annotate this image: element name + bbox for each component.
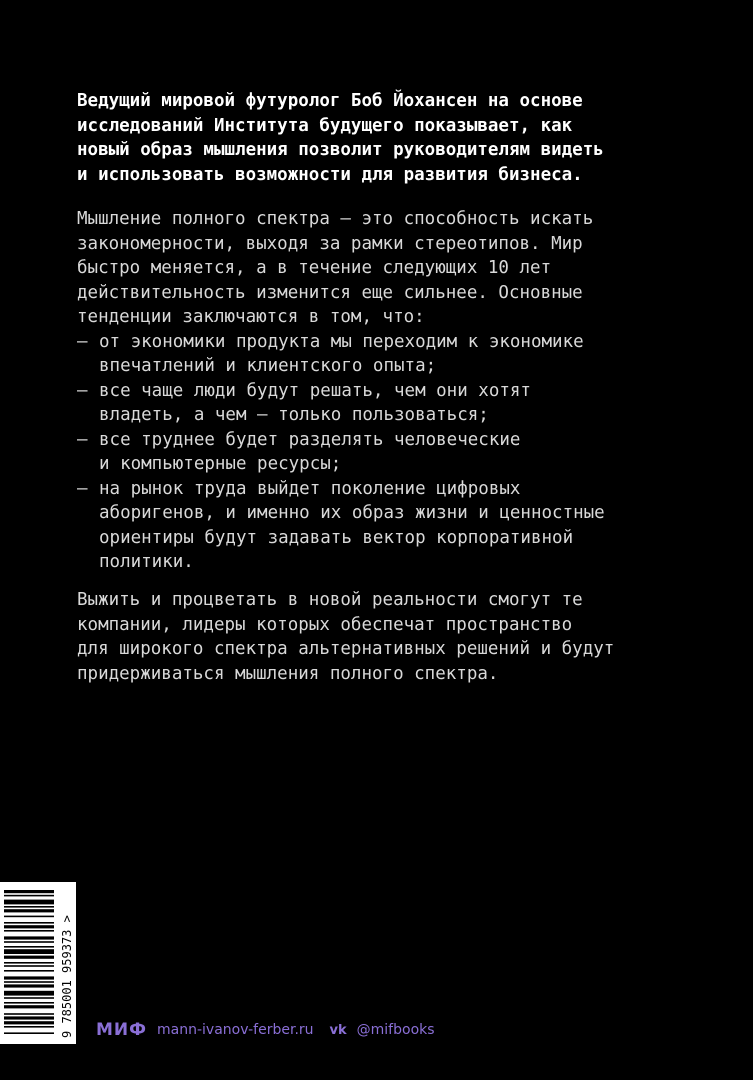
conclusion-line: Выжить и процветать в новой реальности смогут те xyxy=(77,590,583,610)
list-item xyxy=(77,477,717,575)
dash-marker: — xyxy=(77,429,88,450)
list-item-line: аборигенов, и именно их образ жизни и ценностные xyxy=(99,503,605,523)
trend-list xyxy=(77,330,717,575)
lead-paragraph xyxy=(77,89,717,187)
list-item-line: все труднее будет разделять человеческие xyxy=(99,429,521,450)
conclusion-line: придерживаться мышления полного спектра. xyxy=(77,663,499,684)
dash-marker: — xyxy=(77,331,88,352)
intro-line: тенденции заключаются в том, что: xyxy=(77,307,425,327)
vk-icon[interactable]: vk xyxy=(329,1022,347,1038)
dash-marker: — xyxy=(77,478,88,499)
website-link[interactable]: mann-ivanov-ferber.ru xyxy=(157,1022,314,1038)
barcode-digits xyxy=(58,888,76,1038)
list-item-line: и компьютерные ресурсы; xyxy=(99,454,342,474)
lead-line: Ведущий мировой футуролог Боб Йохансен на основе xyxy=(77,91,583,111)
list-item-line: политики. xyxy=(99,552,194,572)
conclusion-line: компании, лидеры которых обеспечат пространство xyxy=(77,614,573,635)
intro-line: Мышление полного спектра — это способность искать xyxy=(77,209,594,229)
list-item-line: владеть, а чем — только пользоваться; xyxy=(99,405,489,425)
list-item-line: все чаще люди будут решать, чем они хотят xyxy=(99,380,531,401)
conclusion-paragraph xyxy=(77,588,717,686)
intro-line: закономерности, выходя за рамки стереотипов. Мир xyxy=(77,233,583,254)
list-item xyxy=(77,379,717,428)
dash-marker: — xyxy=(77,380,88,401)
list-item-line: от экономики продукта мы переходим к экономике xyxy=(99,331,584,352)
list-item-line: на рынок труда выйдет поколение цифровых xyxy=(99,478,521,499)
lead-line: исследований Института будущего показывает, как xyxy=(77,115,573,136)
publisher-logo: МИФ xyxy=(96,1020,148,1040)
conclusion-line: для широкого спектра альтернативных решений и будут xyxy=(77,639,615,659)
intro-line: действительность изменится еще сильнее. Основные xyxy=(77,282,583,303)
list-item-line: ориентиры будут задавать вектор корпоративной xyxy=(99,527,574,548)
intro-line: быстро меняется, а в течение следующих 10 лет xyxy=(77,258,552,278)
list-item xyxy=(77,330,717,379)
list-item xyxy=(77,428,717,477)
lead-line: новый образ мышления позволит руководителям видеть xyxy=(77,140,604,160)
barcode-number: 9 785001 959373 > xyxy=(60,915,74,1038)
publisher-footer xyxy=(96,1019,435,1041)
social-handle[interactable]: @mifbooks xyxy=(356,1022,435,1038)
list-item-line: впечатлений и клиентского опыта; xyxy=(99,356,437,376)
lead-line: и использовать возможности для развития бизнеса. xyxy=(77,164,583,185)
intro-section xyxy=(77,207,717,575)
